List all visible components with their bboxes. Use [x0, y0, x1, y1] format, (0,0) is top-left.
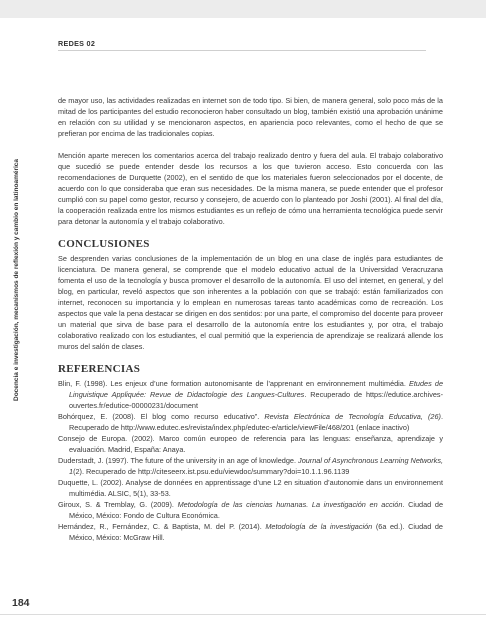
references-heading: REFERENCIAS — [58, 363, 141, 375]
footer-divider — [0, 614, 486, 615]
conclusions-paragraph: Se desprenden varias conclusiones de la implementación de un blog en una clase de inglés para estudiantes de licenciatura. De manera general, se comprende que el modelo educativo actual de la Universidad Veracruzana fomenta el uso de la tecnología y busca promover el desarrollo de la autonomía. El uso del internet, en general, y del blog, en particular, reveló aspectos que son inherentes a la población con que se trabajó: están familiarizados con internet, reconocen su importancia y lo emplean en numerosas tareas tanto académicas como de recreación. Los aspectos que vale la pena destacar se dirigen en dos sentidos: por una parte, el compromiso del docente para proveer un material que sirva de base para el desarrollo de la autonomía entre los estudiantes y, por otra, el trabajo colaborativo realizado con los estudiantes, el cual permitió que la experiencia de aprendizaje se realizará allende los muros del salón de clases. — [58, 254, 443, 351]
header-divider — [58, 50, 426, 51]
running-header: REDES 02 — [58, 39, 96, 48]
reference-list — [58, 378, 443, 543]
reference-item: Duquette, L. (2002). Analyse de données en apprentissage d’une L2 en situation d’autonomie dans un environnement multimédia. ALSIC, 5(1), 33-53. — [58, 478, 443, 498]
body-paragraph: Mención aparte merecen los comentarios acerca del trabajo realizado dentro y fuera del aula. El trabajo colaborativo que sucedió se puede entender desde los recursos a los que tuvieron acceso. Esto concuerda con las recomendaciones de Durquette (2002), en el sentido de que los materiales fueron seleccionados por el docente, de acuerdo con lo que consideraba que eran sus necesidades. De la misma manera, se puede entender que el profesor cumplió con su papel como gestor, recurso y consejero, de acuerdo con lo planteado por Joshi (2001). Al final del día, la cooperación realizada entre los mismos estudiantes es un reflejo de cómo una herramienta tecnológica puede servir para detonar la autonomía y el trabajo colaborativo. — [58, 151, 443, 226]
conclusions-heading: CONCLUSIONES — [58, 238, 150, 250]
reference-item: Bohórquez, E. (2008). El blog como recurso educativo”. Revista Electrónica de Tecnología Educativa, (26). Recuperado de http://www.edutec.es/revista/index.php/edutec-e/article/viewFile/468/201 (enlace inactivo) — [58, 412, 443, 432]
reference-item: Blin, F. (1998). Les enjeux d’une formation autonomisante de l’apprenant en environnement multimédia. Etudes de Linguistique Appliquée: Revue de Didactologie des Langues-Cultures. Recuperado de https://edutice.archives-ouvertes.fr/edutice-00000231/document — [58, 379, 443, 410]
side-running-title: Docencia e investigación, mecanismos de reflexión y cambio en latinoamérica — [13, 158, 20, 401]
reference-item: Duderstadt, J. (1997). The future of the university in an age of knowledge. Journal of Asynchronous Learning Networks, 1(2). Recuperado de http://citeseerx.ist.psu.edu/viewdoc/summary?doi=10.1.1.96.1139 — [58, 456, 443, 476]
page-number: 184 — [12, 597, 30, 609]
reference-item: Hernández, R., Fernández, C. & Baptista, M. del P. (2014). Metodología de la investigación (6a ed.). Ciudad de México, México: McGraw Hill. — [58, 522, 443, 542]
body-paragraph: de mayor uso, las actividades realizadas en internet son de todo tipo. Si bien, de manera general, solo poco más de la mitad de los participantes del estudio reconocieron haber consultado un blog, también existió una aprobación unánime en relación con su utilidad y se mencionaron aspectos, en apariencia poco relevantes, como el hecho de que se prefieran por encima de las tradicionales copias. — [58, 96, 443, 138]
reference-item: Consejo de Europa. (2002). Marco común europeo de referencia para las lenguas: enseñanza, aprendizaje y evaluación. Madrid, España: Anaya. — [58, 434, 443, 454]
top-margin-band — [0, 0, 486, 18]
reference-item: Giroux, S. & Tremblay, G. (2009). Metodología de las ciencias humanas. La investigación en acción. Ciudad de México, México: Fondo de Cultura Económica. — [58, 500, 443, 520]
main-text — [58, 95, 443, 543]
